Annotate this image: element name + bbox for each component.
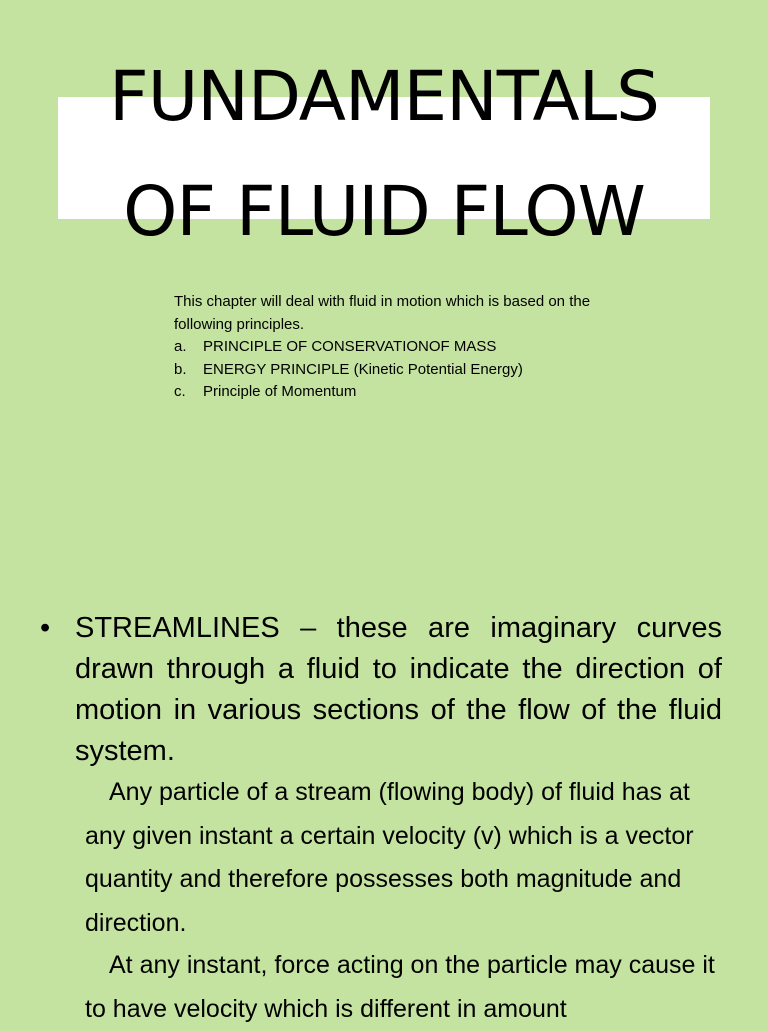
streamlines-bullet: [40, 608, 722, 772]
body-paragraph-2: At any instant, force acting on the particle may cause it to have velocity which is different in amount: [85, 951, 715, 1023]
list-item: [174, 336, 594, 359]
list-item-text: PRINCIPLE OF CONSERVATIONOF MASS: [203, 338, 497, 355]
list-item: [174, 359, 594, 382]
body-paragraph-1: Any particle of a stream (flowing body) of fluid has at any given instant a certain velocity (v) which is a vector quantity and therefore possesses both magnitude and direction.: [85, 778, 694, 937]
intro-section: [174, 291, 594, 404]
intro-text: This chapter will deal with fluid in motion which is based on the following principles.: [174, 293, 591, 333]
title-line-2: OF FLUID FLOW: [123, 172, 645, 252]
list-marker: c.: [174, 383, 186, 400]
list-item-text: ENERGY PRINCIPLE (Kinetic Potential Energy): [203, 360, 523, 378]
list-marker: b.: [174, 360, 187, 378]
streamlines-definition: STREAMLINES – these are imaginary curves drawn through a fluid to indicate the direction of motion in various sections of the flow of the fluid system.: [75, 612, 722, 767]
principles-list: [174, 336, 594, 404]
list-item: [174, 381, 594, 404]
bullet-icon: •: [40, 612, 51, 644]
title-line-1: FUNDAMENTALS: [109, 57, 659, 137]
list-item-text: Principle of Momentum: [203, 383, 357, 400]
list-marker: a.: [174, 338, 187, 355]
